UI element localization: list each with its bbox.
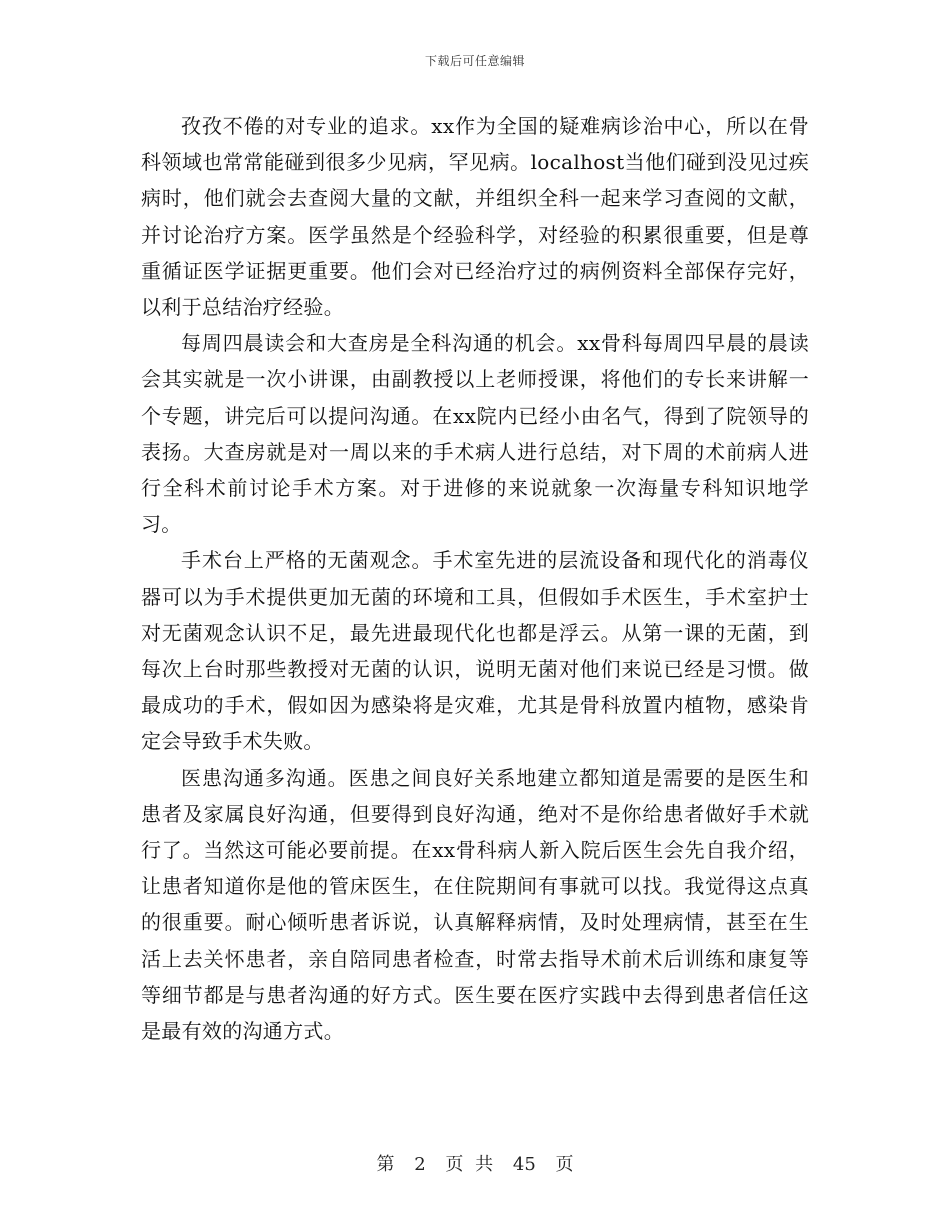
paragraph-1: 孜孜不倦的对专业的追求。xx作为全国的疑难病诊治中心，所以在骨科领域也常常能碰到很多少见病，罕见病。localhost当他们碰到没见过疾病时，他们就会去查阅大量的文献，并组织全科一起来学习查阅的文献，并讨论治疗方案。医学虽然是个经验科学，对经验的积累很重要，但是尊重循证医学证据更重要。他们会对已经治疗过的病例资料全部保存完好，以利于总结治疗经验。 <box>141 114 809 320</box>
page-header: 下载后可任意编辑 <box>424 54 525 68</box>
current-page-number: 2 <box>414 1154 426 1175</box>
paragraph-3: 手术台上严格的无菌观念。手术室先进的层流设备和现代化的消毒仪器可以为手术提供更加无菌的环境和工具，但假如手术医生，手术室护士对无菌观念认识不足，最先进最现代化也都是浮云。从第一课的无菌，到每次上台时那些教授对无菌的认识，说明无菌对他们来说已经是习惯。做最成功的手术，假如因为感染将是灾难，尤其是骨科放置内植物，感染肯定会导致手术失败。 <box>141 548 809 754</box>
total-page-count: 45 <box>512 1154 536 1175</box>
footer-prefix: 第 <box>376 1154 395 1175</box>
document-body <box>141 108 809 1049</box>
footer-suffix: 页 <box>555 1154 574 1175</box>
page-footer <box>0 1150 950 1176</box>
paragraph-2: 每周四晨读会和大查房是全科沟通的机会。xx骨科每周四早晨的晨读会其实就是一次小讲课，由副教授以上老师授课，将他们的专长来讲解一个专题，讲完后可以提问沟通。在xx院内已经小由名气，得到了院领导的表扬。大查房就是对一周以来的手术病人进行总结，对下周的术前病人进行全科术前讨论手术方案。对于进修的来说就象一次海量专科知识地学习。 <box>141 331 809 537</box>
footer-mid: 页 共 <box>445 1154 494 1175</box>
paragraph-4: 医患沟通多沟通。医患之间良好关系地建立都知道是需要的是医生和患者及家属良好沟通，但要得到良好沟通，绝对不是你给患者做好手术就行了。当然这可能必要前提。在xx骨科病人新入院后医生会先自我介绍，让患者知道你是他的管床医生，在住院期间有事就可以找。我觉得这点真的很重要。耐心倾听患者诉说，认真解释病情，及时处理病情，甚至在生活上去关怀患者，亲自陪同患者检查，时常去指导术前术后训练和康复等等细节都是与患者沟通的好方式。医生要在医疗实践中去得到患者信任这是最有效的沟通方式。 <box>141 765 809 1044</box>
